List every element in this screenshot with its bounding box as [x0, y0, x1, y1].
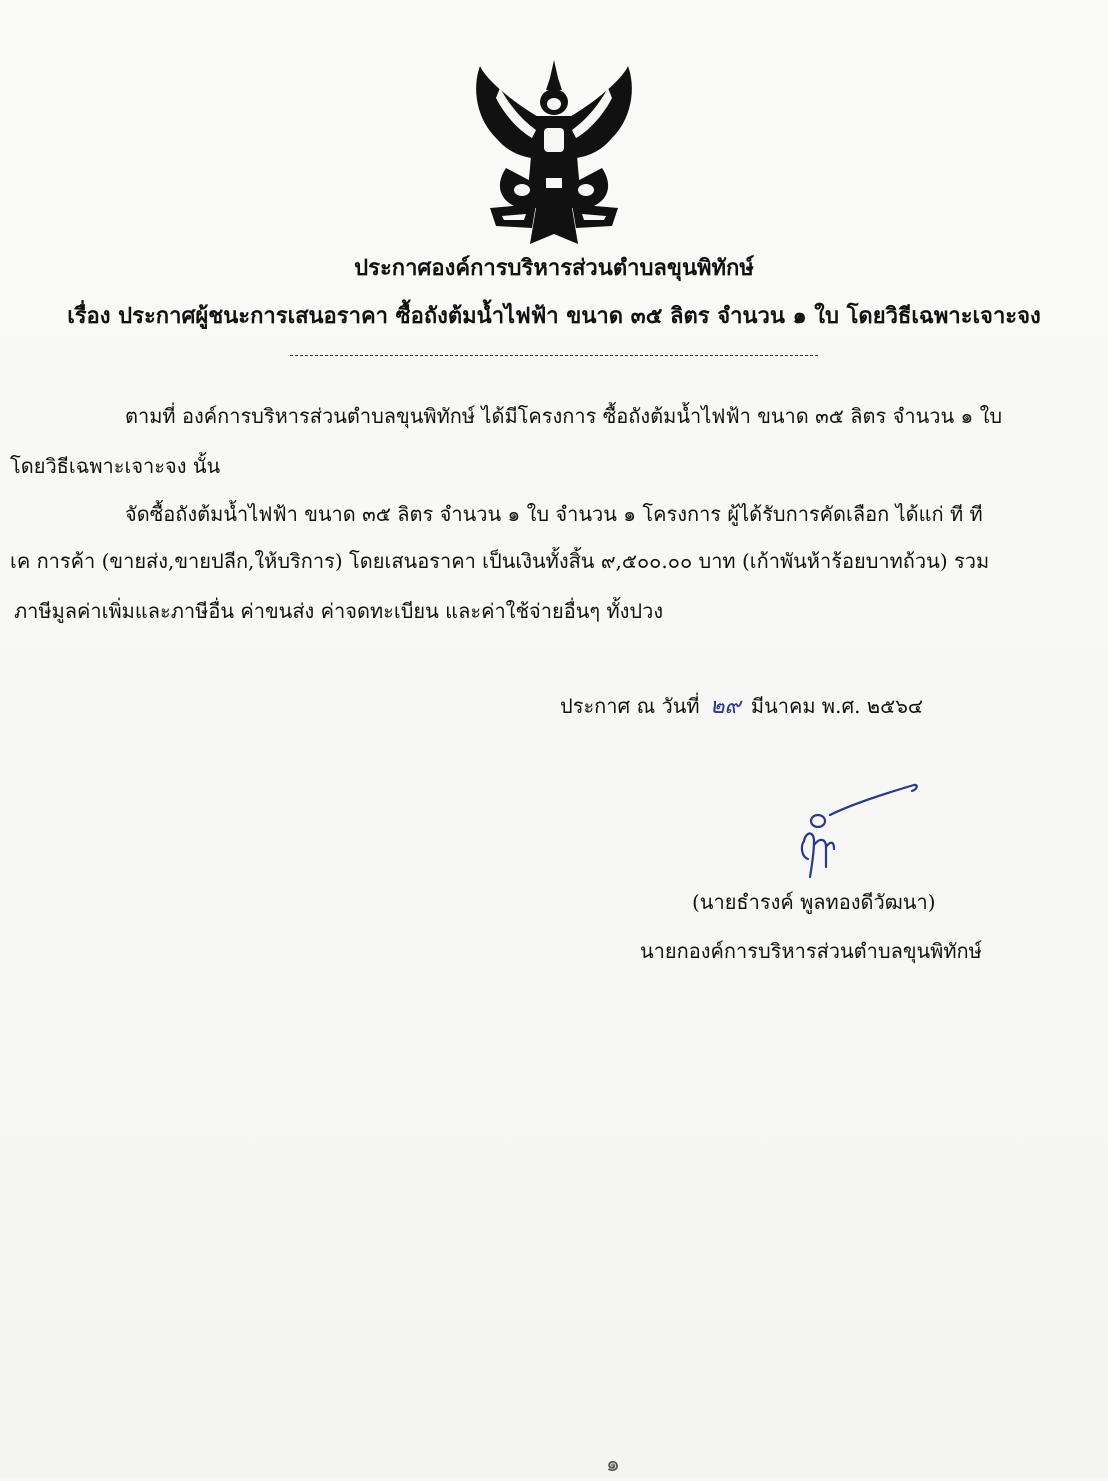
announcement-date [560, 688, 923, 723]
signatory-position: นายกองค์การบริหารส่วนตำบลขุนพิทักษ์ [640, 939, 982, 963]
handwritten-signature [790, 775, 930, 885]
paragraph2-line2: เค การค้า (ขายส่ง,ขายปลีก,ให้บริการ) โดยเสนอราคา เป็นเงินทั้งสิ้น ๙,๕๐๐.๐๐ บาท (เก้าพันห้าร้อยบาทถ้วน) รวม [10, 549, 990, 573]
signatory-name: (นายธำรงค์ พูลทองดีวัฒนา) [692, 890, 936, 914]
date-month-year: มีนาคม พ.ศ. ๒๕๖๔ [750, 694, 924, 718]
announcement-subject: เรื่อง ประกาศผู้ชนะการเสนอราคา ซื้อถังต้มน้ำไฟฟ้า ขนาด ๓๕ ลิตร จำนวน ๑ ใบ โดยวิธีเฉพาะเจาะจง [67, 303, 1041, 329]
announcement-title: ประกาศองค์การบริหารส่วนตำบลขุนพิทักษ์ [354, 255, 754, 281]
paragraph1-line1: ตามที่ องค์การบริหารส่วนตำบลขุนพิทักษ์ ได้มีโครงการ ซื้อถังต้มน้ำไฟฟ้า ขนาด ๓๕ ลิตร จำนวน ๑ ใบ [125, 404, 1003, 428]
date-day-handwritten: ๒๙ [709, 694, 741, 719]
date-prefix: ประกาศ ณ วันที่ [560, 694, 700, 718]
page-footer-mark: ๑ [606, 1452, 620, 1477]
paragraph2-line3: ภาษีมูลค่าเพิ่มและภาษีอื่น ค่าขนส่ง ค่าจดทะเบียน และค่าใช้จ่ายอื่นๆ ทั้งปวง [14, 599, 664, 623]
paragraph1-line2: โดยวิธีเฉพาะเจาะจง นั้น [10, 454, 221, 478]
garuda-emblem-icon [466, 58, 642, 248]
paragraph2-line1: จัดซื้อถังต้มน้ำไฟฟ้า ขนาด ๓๕ ลิตร จำนวน ๑ ใบ จำนวน ๑ โครงการ ผู้ได้รับการคัดเลือก ได้แก่ ที ที [125, 502, 983, 526]
title-divider [290, 355, 818, 356]
